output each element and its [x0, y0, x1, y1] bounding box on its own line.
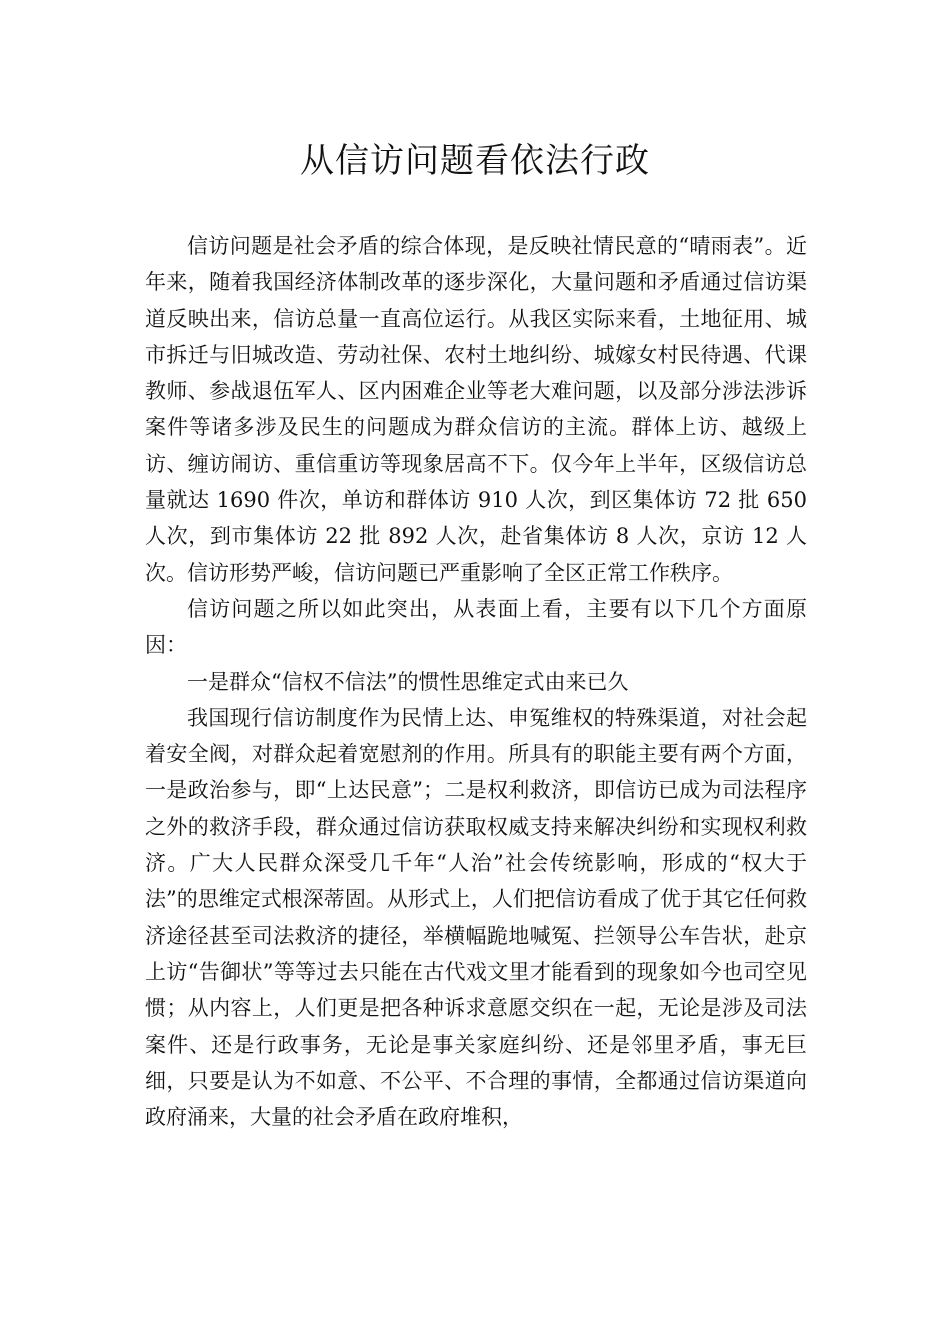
paragraph-intro: 信访问题是社会矛盾的综合体现，是反映社情民意的“晴雨表”。近年来，随着我国经济体制改革的逐步深化，大量问题和矛盾通过信访渠道反映出来，信访总量一直高位运行。从我区实际来看，土地征用、城市拆迁与旧城改造、劳动社保、农村土地纠纷、城嫁女村民待遇、代课教师、参战退伍军人、区内困难企业等老大难问题，以及部分涉法涉诉案件等诸多涉及民生的问题成为群众信访的主流。群体上访、越级上访、缠访闹访、重信重访等现象居高不下。仅今年上半年，区级信访总量就达 1690 件次，单访和群体访 910 人次，到区集体访 72 批 650 人次，到市集体访 22 批 892 人次，赴省集体访 8 人次，京访 12 人次。信访形势严峻，信访问题已严重影响了全区正常工作秩序。	[145, 234, 807, 585]
section-heading-first-cause: 一是群众“信权不信法”的惯性思维定式由来已久	[187, 669, 629, 694]
document-body	[145, 228, 807, 1135]
paragraph-first-cause-detail: 我国现行信访制度作为民情上达、申冤维权的特殊渠道，对社会起着安全阀，对群众起着宽慰剂的作用。所具有的职能主要有两个方面，一是政治参与，即“上达民意”；二是权利救济，即信访已成为司法程序之外的救济手段，群众通过信访获取权威支持来解决纠纷和实现权利救济。广大人民群众深受几千年“人治”社会传统影响，形成的“权大于法”的思维定式根深蒂固。从形式上，人们把信访看成了优于其它任何救济途径甚至司法救济的捷径，举横幅跪地喊冤、拦领导公车告状，赴京上访“告御状”等等过去只能在古代戏文里才能看到的现象如今也司空见惯；从内容上，人们更是把各种诉求意愿交织在一起，无论是涉及司法案件、还是行政事务，无论是事关家庭纠纷、还是邻里矛盾，事无巨细，只要是认为不如意、不公平、不合理的事情，全都通过信访渠道向政府涌来，大量的社会矛盾在政府堆积，	[145, 705, 807, 1130]
document-title: 从信访问题看依法行政	[300, 141, 650, 181]
paragraph-causes-lead: 信访问题之所以如此突出，从表面上看，主要有以下几个方面原因：	[145, 596, 807, 658]
